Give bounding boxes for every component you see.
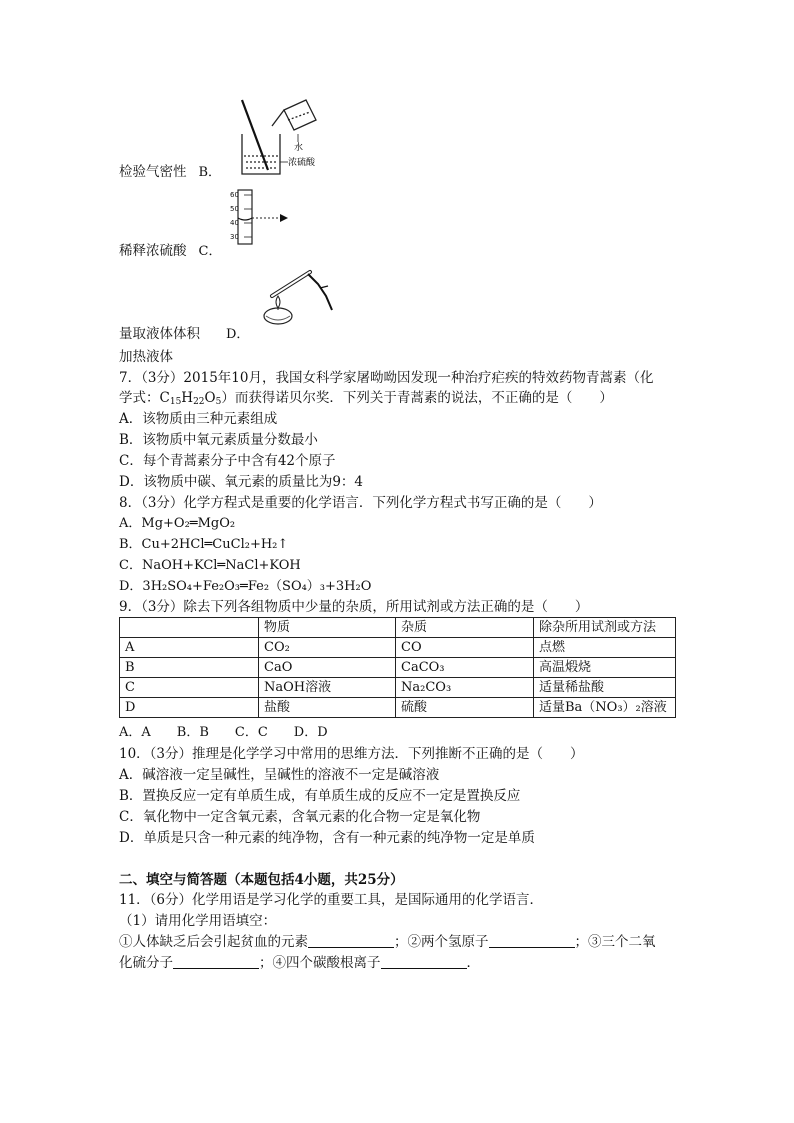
option-a-line xyxy=(119,162,221,183)
q8-option-b: B．Cu+2HCl═CuCl₂+H₂↑ xyxy=(119,537,289,552)
q11-line1: ①人体缺乏后会引起贫血的元素 ；②两个氢原子 ；③三个二氧 xyxy=(119,934,656,950)
tick-50: 50 xyxy=(230,205,239,213)
option-c-text: 量取液体体积 xyxy=(119,326,200,342)
flame-icon xyxy=(276,296,280,308)
table-header-cell xyxy=(120,618,259,638)
table-cell: NaOH溶液 xyxy=(259,678,396,698)
option-c-letter: C． xyxy=(198,244,222,259)
table-cell: 硫酸 xyxy=(396,698,534,718)
q8-stem: 8．（3分）化学方程式是重要的化学语言．下列化学方程式书写正确的是（ ） xyxy=(119,495,602,511)
q11-sub1: （1）请用化学用语填空： xyxy=(119,913,277,929)
table-header-cell: 杂质 xyxy=(396,618,534,638)
q9-answer-options: A．A B．B C．C D．D xyxy=(119,725,328,740)
table-cell: 高温煅烧 xyxy=(534,658,676,678)
table-cell: D xyxy=(120,698,259,718)
glass-rod-shape xyxy=(242,100,268,170)
option-d-text: 加热液体 xyxy=(119,349,173,365)
table-cell: CO₂ xyxy=(259,638,396,658)
answer-blank[interactable] xyxy=(381,954,467,969)
q10-stem: 10．（3分）推理是化学学习中常用的思维方法．下列推断不正确的是（ ） xyxy=(119,746,584,762)
pouring-cup-shape xyxy=(272,100,316,130)
q10-option-a: A．碱溶液一定呈碱性，呈碱性的溶液不一定是碱溶液 xyxy=(119,767,440,783)
answer-blank[interactable] xyxy=(489,933,575,948)
q9-table xyxy=(119,617,676,718)
q7-option-b: B．该物质中氧元素质量分数最小 xyxy=(119,432,318,448)
alcohol-lamp-shape xyxy=(264,308,292,324)
meniscus-shape xyxy=(238,218,252,220)
table-cell: C xyxy=(120,678,259,698)
table-cell: CO xyxy=(396,638,534,658)
cylinder-shape xyxy=(238,190,252,244)
table-cell: Na₂CO₃ xyxy=(396,678,534,698)
dilution-figure xyxy=(232,98,322,178)
q7-option-a: A．该物质由三种元素组成 xyxy=(119,411,278,427)
table-cell: CaO xyxy=(259,658,396,678)
answer-blank[interactable] xyxy=(173,954,259,969)
option-b-line xyxy=(119,241,221,262)
q8-option-c: C．NaOH+KCl═NaCl+KOH xyxy=(119,558,301,573)
table-cell: A xyxy=(120,638,259,658)
table-header-cell: 物质 xyxy=(259,618,396,638)
table-row xyxy=(120,658,676,678)
option-a-text: 检验气密性 xyxy=(119,164,187,180)
q7-stem: 7．（3分）2015年10月，我国女科学家屠呦呦因发现一种治疗疟疾的特效药物青蒿素（化 xyxy=(119,370,654,386)
table-cell: 盐酸 xyxy=(259,698,396,718)
table-header-cell: 除杂所用试剂或方法 xyxy=(534,618,676,638)
table-row xyxy=(120,638,676,658)
table-cell: 点燃 xyxy=(534,638,676,658)
eye-icon xyxy=(280,214,288,222)
tick-60: 60 xyxy=(230,191,239,199)
option-d-letter: D． xyxy=(226,327,250,342)
option-b-letter: B． xyxy=(198,165,222,180)
option-c-line xyxy=(119,324,249,345)
answer-blank[interactable] xyxy=(308,933,394,948)
table-cell: 适量Ba（NO₃）₂溶液 xyxy=(534,698,676,718)
q11-stem: 11．（6分）化学用语是学习化学的重要工具，是国际通用的化学语言． xyxy=(119,892,544,908)
heating-figure xyxy=(258,266,336,326)
acid-label: 浓硫酸 xyxy=(288,158,316,168)
q7-option-c: C．每个青蒿素分子中含有42个原子 xyxy=(119,453,336,469)
q10-option-d: D．单质是只含一种元素的纯净物，含有一种元素的纯净物一定是单质 xyxy=(119,830,535,846)
table-cell: B xyxy=(120,658,259,678)
table-cell: 适量稀盐酸 xyxy=(534,678,676,698)
q7-option-d: D．该物质中碳、氧元素的质量比为9：4 xyxy=(119,474,364,490)
q9-stem: 9．（3分）除去下列各组物质中少量的杂质，所用试剂或方法正确的是（ ） xyxy=(119,599,589,615)
cylinder-figure xyxy=(230,188,294,246)
q11-line2: 化硫分子 ；④四个碳酸根离子 ． xyxy=(119,955,480,971)
table-row xyxy=(120,678,676,698)
water-label: 水 xyxy=(294,143,304,153)
q7-stem-formula: 学式：$C_{15}H_{22}O_5$）而获得诺贝尔奖．下列关于青蒿素的说法，不正确的是（ ） xyxy=(119,390,613,407)
table-cell: CaCO₃ xyxy=(396,658,534,678)
table-row xyxy=(120,698,676,718)
tick-30: 30 xyxy=(230,233,239,241)
table-header-row xyxy=(120,618,676,638)
q8-option-d: D．3H₂SO₄+Fe₂O₃═Fe₂（SO₄）₃+3H₂O xyxy=(119,579,372,594)
tick-40: 40 xyxy=(230,219,239,227)
section-title: 二、填空与简答题（本题包括4小题，共25分） xyxy=(119,872,404,888)
tube-holder-shape xyxy=(308,274,332,310)
option-b-text: 稀释浓硫酸 xyxy=(119,243,187,259)
q8-option-a: A．Mg+O₂═MgO₂ xyxy=(119,516,236,531)
q10-option-b: B．置换反应一定有单质生成，有单质生成的反应不一定是置换反应 xyxy=(119,788,521,804)
q10-option-c: C．氧化物中一定含氧元素，含氧元素的化合物一定是氧化物 xyxy=(119,809,481,825)
